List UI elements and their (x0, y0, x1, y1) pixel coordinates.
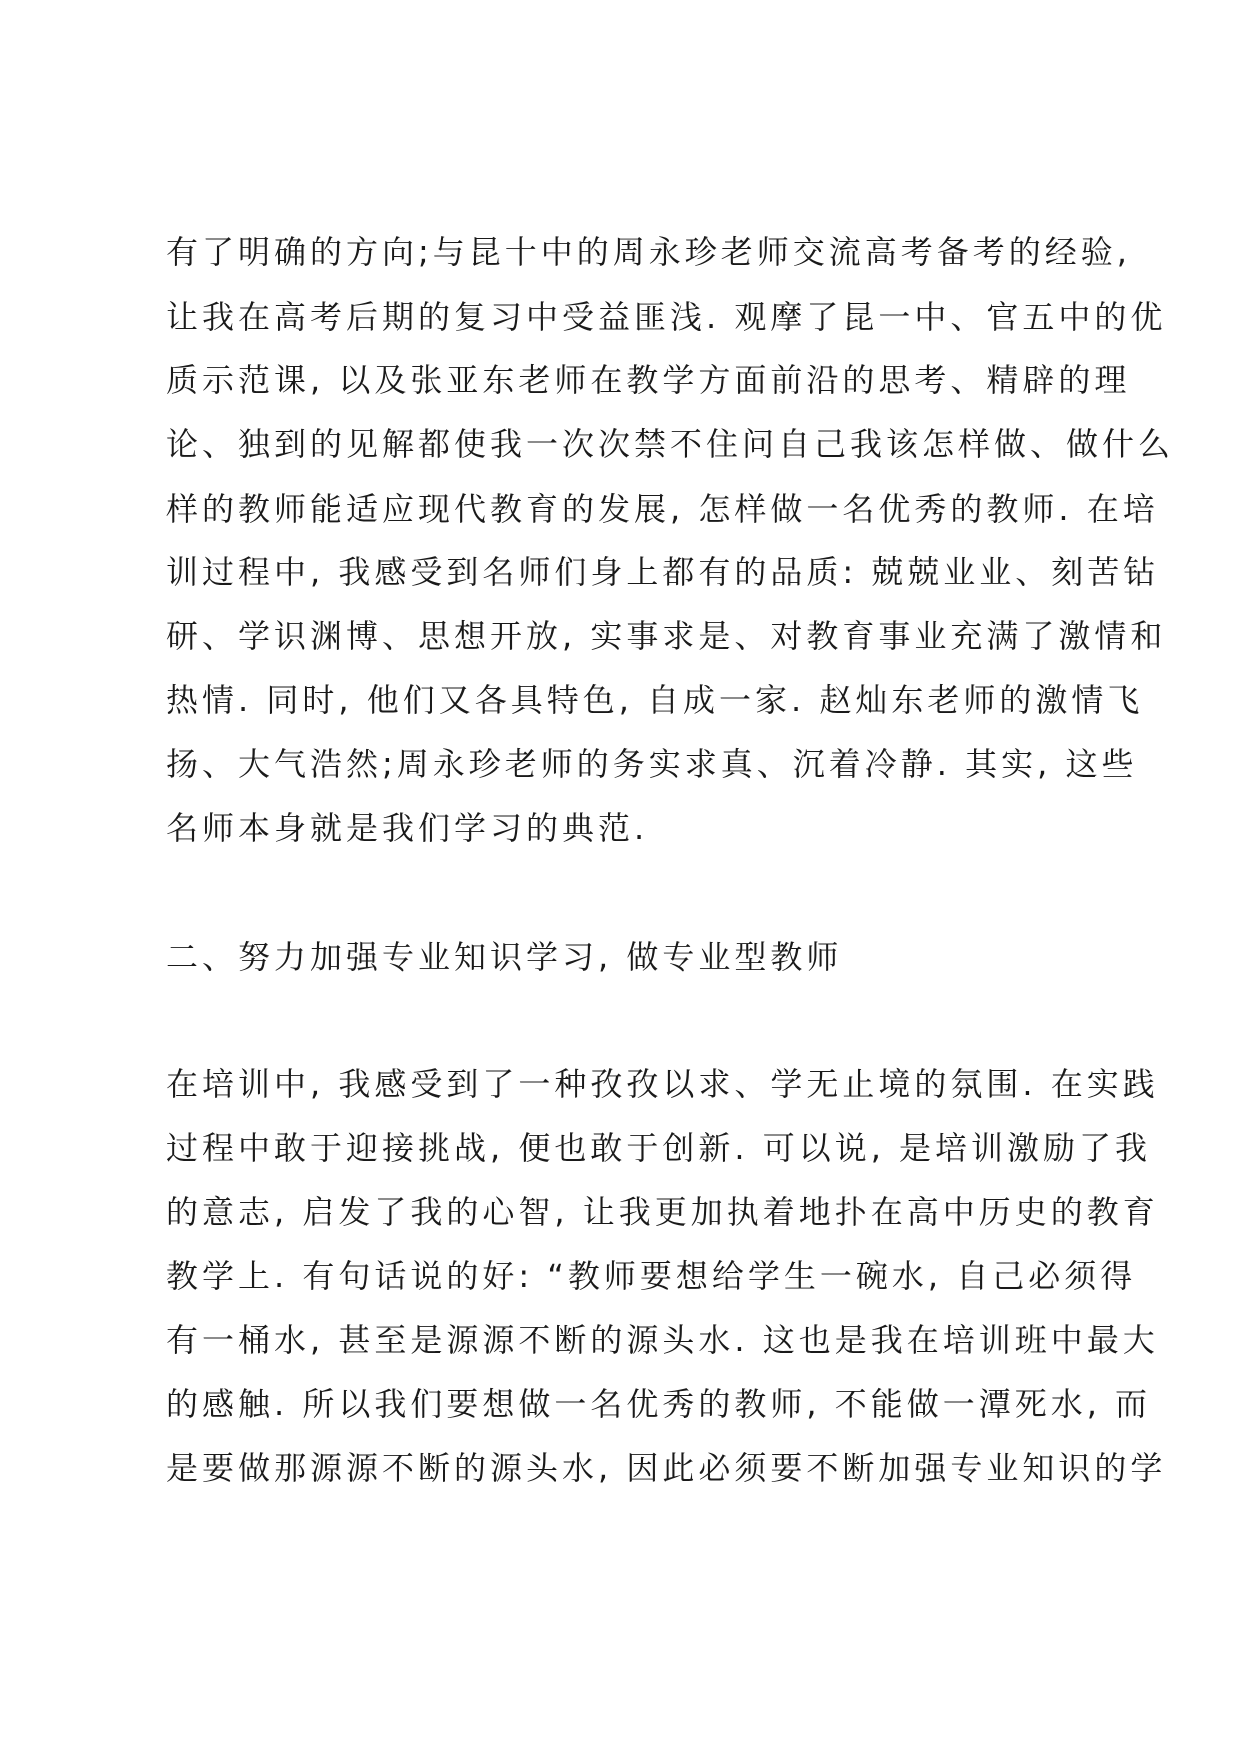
paragraph-line: 的意志, 启发了我的心智, 让我更加执着地扑在高中历史的教育 (166, 1193, 1159, 1231)
paragraph-line: 让我在高考后期的复习中受益匪浅. 观摩了昆一中、官五中的优 (166, 298, 1167, 336)
paragraph-line: 质示范课, 以及张亚东老师在教学方面前沿的思考、精辟的理 (166, 361, 1131, 399)
paragraph-line: 教学上. 有句话说的好: “教师要想给学生一碗水, 自己必须得 (166, 1257, 1137, 1295)
paragraph-line: 是要做那源源不断的源头水, 因此必须要不断加强专业知识的学 (166, 1449, 1167, 1487)
paragraph-line: 扬、大气浩然;周永珍老师的务实求真、沉着冷静. 其实, 这些 (166, 745, 1138, 783)
paragraph-line: 有一桶水, 甚至是源源不断的源头水. 这也是我在培训班中最大 (166, 1321, 1159, 1359)
paragraph-line: 有了明确的方向;与昆十中的周永珍老师交流高考备考的经验, (166, 233, 1131, 271)
paragraph-line: 名师本身就是我们学习的典范. (166, 809, 649, 847)
paragraph-line: 论、独到的见解都使我一次次禁不住问自己我该怎样做、做什么 (166, 425, 1175, 463)
paragraph-line: 过程中敢于迎接挑战, 便也敢于创新. 可以说, 是培训激励了我 (166, 1129, 1152, 1167)
paragraph-line: 热情. 同时, 他们又各具特色, 自成一家. 赵灿东老师的激情飞 (166, 681, 1144, 719)
paragraph-line: 样的教师能适应现代教育的发展, 怎样做一名优秀的教师. 在培 (166, 490, 1159, 528)
paragraph-line: 在培训中, 我感受到了一种孜孜以求、学无止境的氛围. 在实践 (166, 1065, 1159, 1103)
section-heading: 二、努力加强专业知识学习, 做专业型教师 (166, 938, 843, 976)
paragraph-line: 的感触. 所以我们要想做一名优秀的教师, 不能做一潭死水, 而 (166, 1385, 1152, 1423)
paragraph-line: 研、学识渊博、思想开放, 实事求是、对教育事业充满了激情和 (166, 617, 1167, 655)
paragraph-line: 训过程中, 我感受到名师们身上都有的品质: 兢兢业业、刻苦钻 (166, 553, 1160, 591)
